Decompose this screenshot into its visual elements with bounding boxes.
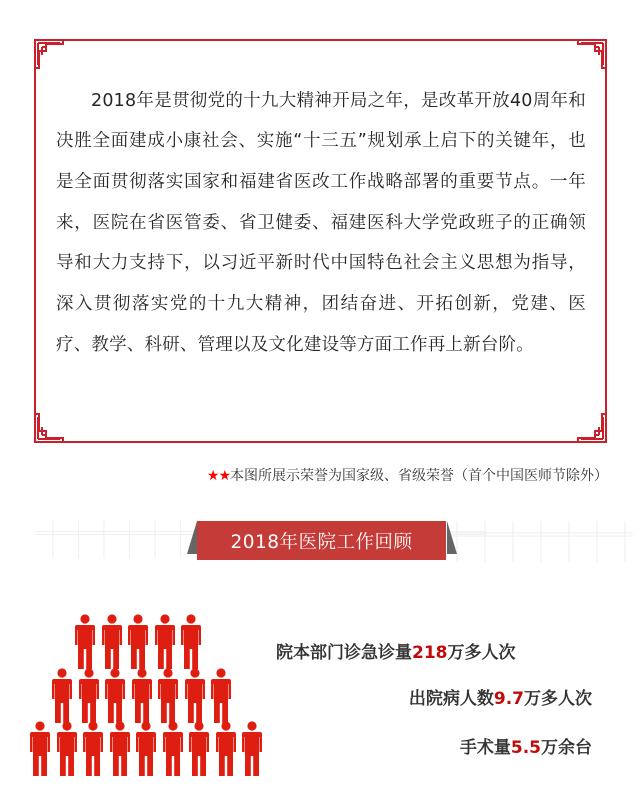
person-icon bbox=[56, 721, 78, 777]
person-icon bbox=[180, 614, 202, 670]
section-title: 2018年医院工作回顾 bbox=[197, 521, 446, 560]
person-icon bbox=[29, 721, 51, 777]
person-icon bbox=[51, 668, 73, 724]
honor-footnote bbox=[207, 465, 608, 485]
person-icon bbox=[241, 721, 263, 777]
person-icon bbox=[104, 668, 126, 724]
stat-value: 218 bbox=[412, 643, 448, 663]
person-icon bbox=[210, 668, 232, 724]
person-icon bbox=[135, 721, 157, 777]
person-icon bbox=[162, 721, 184, 777]
intro-paragraph: 2018年是贯彻党的十九大精神开局之年，是改革开放40周年和决胜全面建成小康社会、实施“十三五”规划承上启下的关键年，也是全面贯彻落实国家和福建省医改工作战略部署的重要节点。一年来，医院在省医管委、省卫健委、福建医科大学党政班子的正确领导和大力支持下，以习近平新时代中国特色社会主义思想为指导，深入贯彻落实党的十九大精神，团结奋进、开拓创新，党建、医疗、教学、科研、管理以及文化建设等方面工作再上新台阶。 bbox=[56, 90, 586, 355]
banner-fold-left bbox=[187, 521, 197, 554]
person-icon bbox=[215, 721, 237, 777]
person-icon bbox=[127, 614, 149, 670]
star-icon: ★★ bbox=[206, 468, 230, 484]
stat-discharged-patients bbox=[409, 684, 592, 709]
intro-frame bbox=[34, 39, 607, 443]
person-icon bbox=[109, 721, 131, 777]
stat-label: 出院病人数 bbox=[408, 689, 494, 709]
person-icon bbox=[101, 614, 123, 670]
stat-value: 5.5 bbox=[510, 738, 541, 758]
stat-outpatient-visits bbox=[276, 638, 516, 663]
footnote-text: 本图所展示荣誉为国家级、省级荣誉（首个中国医师节除外） bbox=[230, 468, 608, 484]
stat-unit: 万多人次 bbox=[524, 689, 592, 709]
banner-fold-right bbox=[447, 521, 457, 554]
grid-background-right bbox=[448, 518, 633, 564]
person-icon bbox=[154, 614, 176, 670]
person-icon bbox=[82, 721, 104, 777]
stat-label: 手术量 bbox=[459, 738, 511, 758]
corner-ornament-icon bbox=[34, 39, 64, 69]
stat-unit: 万多人次 bbox=[447, 643, 516, 663]
person-icon bbox=[188, 721, 210, 777]
stat-label: 院本部门诊急诊量 bbox=[276, 643, 412, 663]
stat-surgeries bbox=[460, 733, 592, 758]
person-icon bbox=[74, 614, 96, 670]
section-banner bbox=[187, 521, 457, 561]
corner-ornament-icon bbox=[577, 39, 607, 69]
person-icon bbox=[157, 668, 179, 724]
person-icon bbox=[184, 668, 206, 724]
person-icon bbox=[131, 668, 153, 724]
stat-value: 9.7 bbox=[493, 689, 524, 709]
person-icon bbox=[78, 668, 100, 724]
corner-ornament-icon bbox=[577, 413, 607, 443]
corner-ornament-icon bbox=[34, 413, 64, 443]
stat-unit: 万余台 bbox=[541, 738, 592, 758]
